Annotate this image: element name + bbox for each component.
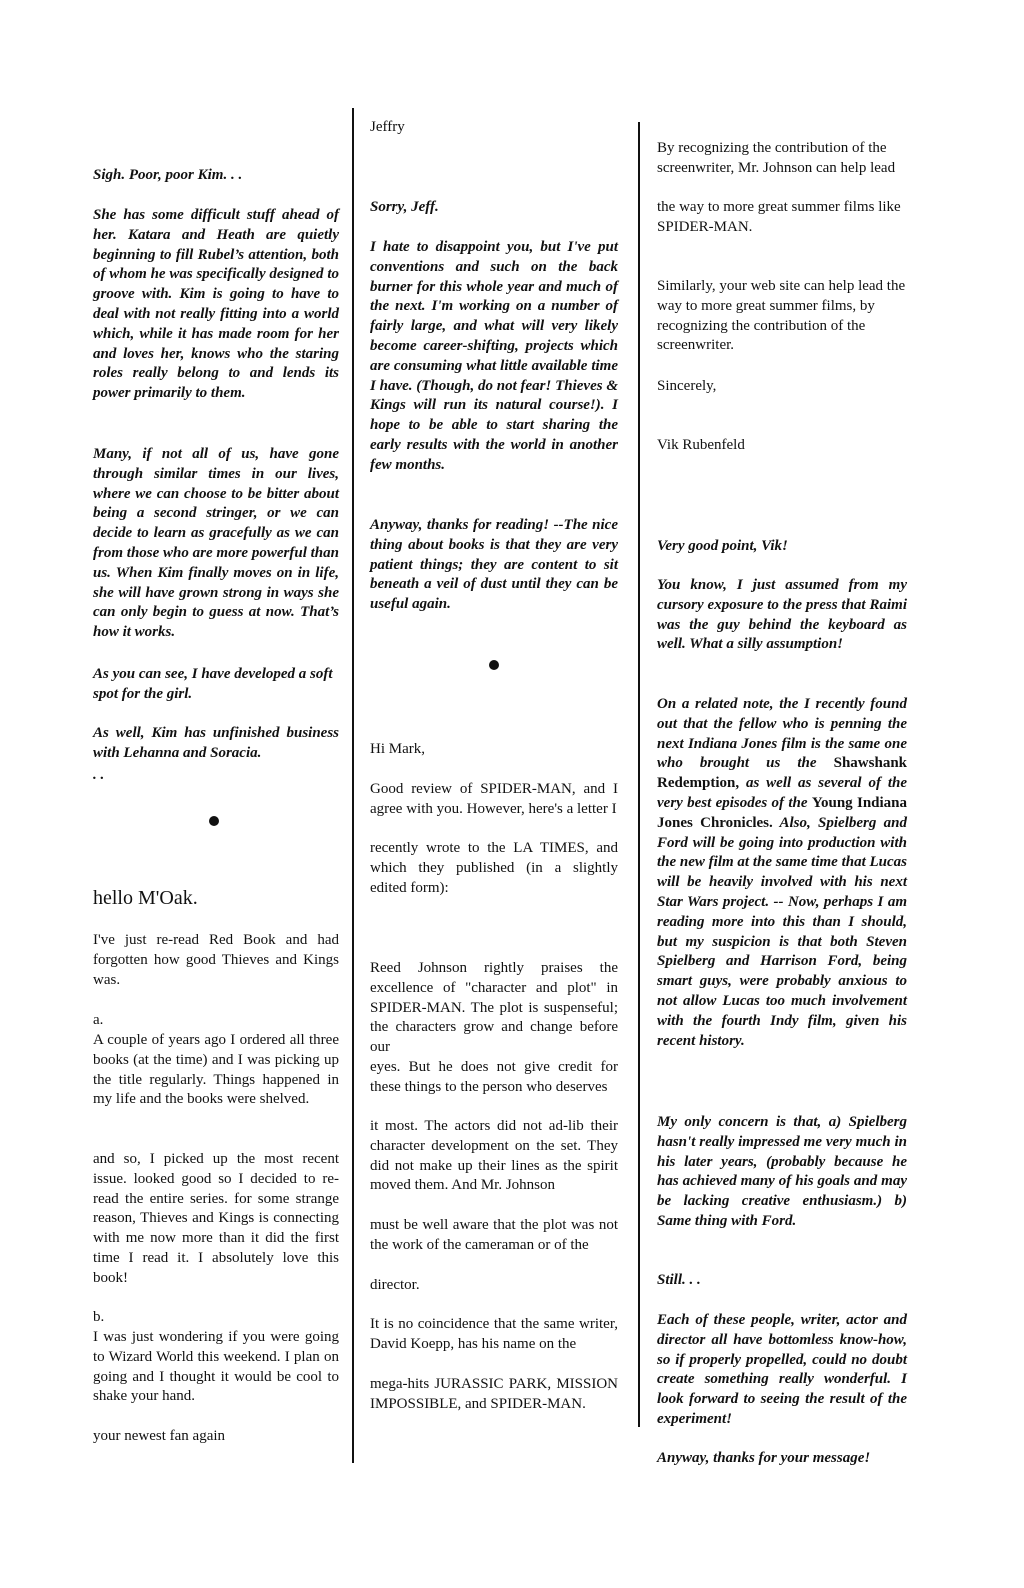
reply-paragraph: She has some difficult stuff ahead of her. Katara and Heath are quietly beginning to fill Rubel’s attention, both of whom he was specifically designed to groove with. Kim is going to have to deal with not really fitting into a world which, while it has made room for her and loves her, knows who the staring roles really belong to and lends its power primarily to them. (93, 207, 339, 402)
reply-paragraph: Still. . . (657, 1272, 701, 1288)
letter-greeting: hello M'Oak. (93, 887, 198, 909)
column-divider-left (352, 108, 354, 1463)
letter-paragraph: mega-hits JURASSIC PARK, MISSION IMPOSSIBLE, and SPIDER-MAN. (370, 1376, 618, 1412)
series-title: Young Indiana Jones Chronicles. (657, 794, 908, 831)
reply-paragraph: You know, I just assumed from my cursory exposure to the press that Raimi was the guy behind the keyboard as well. What a silly assumption! (657, 577, 907, 653)
letter-label: b. (93, 1309, 105, 1325)
film-title: Shawshank Redemption, (657, 755, 908, 792)
reply-paragraph: As well, Kim has unfinished business with Lehanna and Soracia. (93, 725, 339, 761)
reply-text: as well as several of the very best episodes of the (657, 775, 907, 811)
letter-closing: Sincerely, (657, 378, 717, 394)
reply-paragraph: Anyway, thanks for your message! (657, 1450, 871, 1466)
letter-paragraph: Reed Johnson rightly praises the excellence of "character and plot" in SPIDER-MAN. The plot is suspenseful; the characters grow and change before our (370, 960, 618, 1056)
letter-paragraph: must be well aware that the plot was not the work of the cameraman or of the (370, 1217, 618, 1253)
section-bullet (209, 816, 219, 826)
letter-greeting: Hi Mark, (370, 741, 425, 757)
reply-paragraph: Sigh. Poor, poor Kim. . . (93, 167, 243, 183)
reply-paragraph: My only concern is that, a) Spielberg hasn't really impressed me very much in his later years, (probably because he has achieved many of his goals and may be lacking creative enthusiasm.) b) Same thing with Ford. (657, 1114, 907, 1229)
reply-paragraph: I hate to disappoint you, but I've put conventions and such on the back burner for this whole year and much of the next. I'm working on a number of fairly large, and what will very likely become career-shifting, projects which are consuming what little available time I have. (Though, do not fear! Thieves & Kings will run its natural course!). I hope to be able to start sharing the early results with the world in another few months. (370, 239, 618, 473)
reply-paragraph: Many, if not all of us, have gone through similar times in our lives, where we can choose to be bitter about being a second stringer, or we can decide to learn as gracefully as we can from those who are more powerful than us. When Kim finally moves on in life, she will have grown strong in ways she can only begin to guess at now. That’s how it works. (93, 446, 339, 641)
letter-paragraph: It is no coincidence that the same writer, David Koepp, has his name on the (370, 1316, 618, 1352)
reply-paragraph: Sorry, Jeff. (370, 199, 439, 215)
letter-paragraph: eyes. But he does not give credit for these things to the person who deserves (370, 1059, 618, 1095)
letter-signoff: your newest fan again (93, 1428, 226, 1444)
reply-paragraph: As you can see, I have developed a soft spot for the girl. (93, 666, 333, 702)
letter-paragraph: A couple of years ago I ordered all three books (at the time) and I was picking up the title regularly. Things happened in my life and the books were shelved. (93, 1032, 339, 1108)
letter-paragraph: and so, I picked up the most recent issue. looked good so I decided to re-read the entire series. for some strange reason, Thieves and Kings is connecting with me now more than it did the first time I read it. I absolutely love this book! (93, 1151, 339, 1286)
section-bullet (489, 660, 499, 670)
letter-paragraph: Similarly, your web site can help lead the way to more great summer films, by recognizing the contribution of the screenwriter. (657, 278, 906, 354)
column-divider-right (638, 122, 640, 1427)
letter-signature: Vik Rubenfeld (657, 437, 745, 453)
ellipsis: . . (93, 767, 105, 783)
letter-paragraph: recently wrote to the LA TIMES, and which they published (in a slightly edited form): (370, 840, 618, 896)
letter-paragraph: it most. The actors did not ad-lib their character development on the set. They did not make up their lines as the spirit moved them. And Mr. Johnson (370, 1118, 618, 1194)
reply-paragraph: Each of these people, writer, actor and director all have bottomless know-how, so if properly propelled, could no doubt create something really wonderful. I look forward to seeing the result of the experiment! (657, 1312, 907, 1427)
letter-label: a. (93, 1012, 104, 1028)
reply-paragraph: Very good point, Vik! (657, 538, 788, 554)
letter-paragraph: I've just re-read Red Book and had forgotten how good Thieves and Kings was. (93, 932, 339, 988)
reply-text: Also, Spielberg and Ford will be going into production with the new film at the same time that Lucas will be heavily involved with his next Star Wars project. -- Now, perhaps I am reading more into this than I should, but my suspicion is that both Steven Spielberg and Harrison Ford, being smart guys, were probably anxious to not allow Lucas too much involvement with the fourth Indy film, given his recent history. (657, 814, 908, 1049)
letter-paragraph: Good review of SPIDER-MAN, and I agree with you. However, here's a letter I (370, 781, 618, 817)
letter-paragraph: director. (370, 1277, 420, 1293)
reply-paragraph (657, 695, 907, 1051)
reply-text: On a related note, the I recently found out that the fellow who is penning the next Indiana Jones film is the same one who brought us the (657, 696, 907, 772)
reply-paragraph: Anyway, thanks for reading! --The nice thing about books is that they are very patient things; they are content to sit beneath a veil of dust until they can be useful again. (370, 517, 618, 613)
letter-signature: Jeffry (370, 119, 405, 135)
letter-paragraph: the way to more great summer films like SPIDER-MAN. (657, 199, 901, 235)
letter-paragraph: I was just wondering if you were going to Wizard World this weekend. I plan on going and I thought it would be cool to shake your hand. (93, 1329, 339, 1405)
letter-paragraph: By recognizing the contribution of the screenwriter, Mr. Johnson can help lead (657, 140, 896, 176)
